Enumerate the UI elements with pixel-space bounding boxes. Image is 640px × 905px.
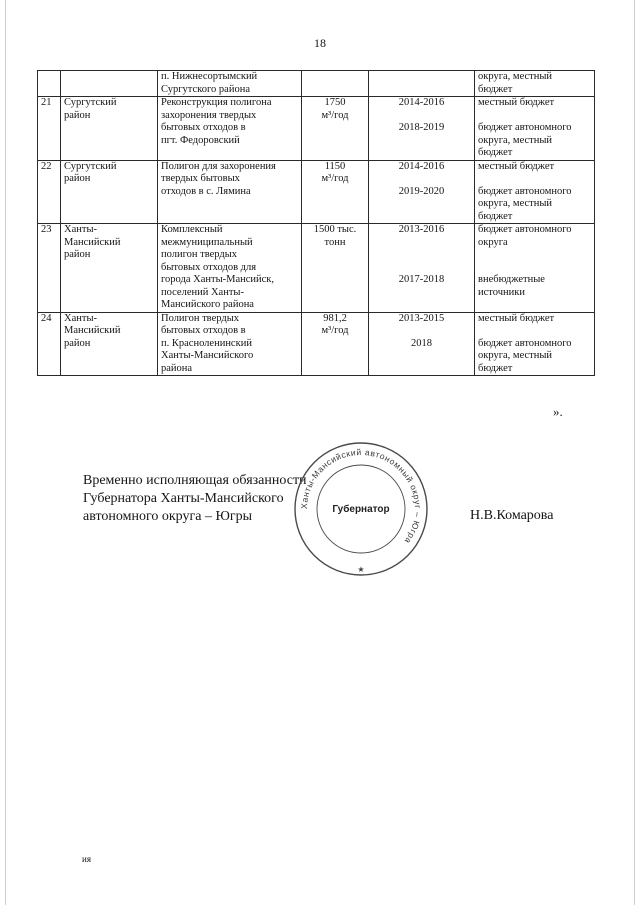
seal-star-icon: ★: [357, 565, 365, 574]
cell-line: бюджет: [478, 147, 513, 158]
cell-line: пгт. Федоровский: [161, 134, 240, 146]
cell-line: поселений Ханты-: [161, 286, 244, 298]
cell-line: Комплексный: [161, 224, 223, 235]
spacer: [478, 249, 591, 262]
cell-line: район: [64, 109, 91, 121]
signature-position: [83, 472, 307, 526]
cell-line: округа: [478, 236, 508, 248]
spacer: [478, 262, 591, 275]
cell-line: бюджет автономного: [478, 122, 572, 133]
cell-line: Полигон для захоронения: [161, 160, 276, 172]
official-seal: [293, 441, 429, 577]
cell-line: бюджет: [478, 83, 513, 95]
signature-line: Губернатора Ханты-Мансийского: [83, 491, 284, 506]
cell-line: местный бюджет: [478, 160, 555, 172]
cell-line: Мансийский: [64, 236, 121, 248]
cell-line: округа, местный: [478, 350, 553, 361]
page-number: 18: [314, 36, 326, 50]
spacer: [372, 173, 471, 186]
cell-object-name: [158, 71, 302, 97]
svg-text:Ханты-Мансийский автономный ок: [299, 447, 423, 546]
closing-quote: ».: [553, 404, 563, 419]
cell-line: бюджет автономного: [478, 185, 572, 197]
cell-line: местный бюджет: [478, 312, 555, 324]
cell-line: Реконструкция полигона: [161, 97, 272, 108]
cell-line: бытовых отходов в: [161, 122, 246, 133]
period-next: 2019-2020: [398, 185, 445, 197]
cell-line: Сургутский: [64, 160, 117, 172]
seal-ring-text: Ханты-Мансийский автономный округ – Югра: [298, 446, 424, 546]
cell-line: п. Нижнесортымский: [161, 71, 258, 82]
seal-center-text: Губернатор: [332, 504, 390, 515]
cell-line: Ханты-: [64, 224, 98, 235]
spacer: [372, 325, 471, 338]
cell-line: источники: [478, 286, 525, 298]
cell-line: внебюджетные: [478, 274, 545, 285]
period-next: 2018-2019: [398, 122, 445, 133]
cell-line: бытовых отходов для: [161, 261, 257, 273]
cell-line: района: [161, 362, 193, 374]
cell-period: [369, 97, 475, 161]
cell-capacity: [302, 97, 369, 161]
period-next: 2018: [411, 337, 432, 349]
cell-line: бюджет: [478, 362, 513, 374]
cell-object-name: [158, 97, 302, 161]
cell-number: [38, 71, 61, 97]
cell-district: [61, 71, 158, 97]
table-row: [38, 312, 595, 376]
period-next: 2017-2018: [398, 274, 445, 285]
cell-funding: [475, 160, 595, 224]
cell-district: [61, 160, 158, 224]
cell-district: [61, 312, 158, 376]
spacer: [478, 325, 591, 338]
table-row: [38, 160, 595, 224]
landfill-table: [37, 70, 595, 376]
signature-line: автономного округа – Югры: [83, 509, 252, 524]
cell-district: [61, 224, 158, 313]
cell-line: район: [64, 249, 91, 260]
row-number: 22: [41, 160, 52, 172]
row-number: 24: [41, 312, 52, 324]
period-start: 2013-2016: [398, 224, 445, 235]
cell-line: полигон твердых: [161, 249, 238, 260]
cell-line: 1750: [324, 97, 346, 108]
cell-line: Полигон твердых: [161, 312, 239, 324]
signatory-name: Н.В.Комарова: [470, 508, 554, 523]
cell-capacity: [302, 312, 369, 376]
cell-capacity: [302, 160, 369, 224]
cell-funding: [475, 71, 595, 97]
cell-line: отходов в с. Лямина: [161, 185, 251, 197]
cell-line: 1500 тыс.: [313, 224, 357, 235]
cell-period: [369, 71, 475, 97]
cell-line: бюджет автономного: [478, 224, 572, 235]
cell-line: твердых бытовых: [161, 173, 240, 184]
cell-line: м³/год: [321, 173, 349, 184]
cell-number: [38, 312, 61, 376]
cell-line: п. Красноленинский: [161, 337, 252, 349]
cell-line: округа, местный: [478, 134, 553, 146]
cell-line: тонн: [324, 236, 346, 248]
cell-line: Сургутский: [64, 97, 117, 108]
cell-object-name: [158, 312, 302, 376]
cell-number: [38, 97, 61, 161]
cell-line: межмуниципальный: [161, 236, 253, 248]
cell-line: захоронения твердых: [161, 109, 257, 121]
cell-line: м³/год: [321, 325, 349, 336]
cell-line: Сургутского района: [161, 83, 250, 95]
cell-line: район: [64, 337, 91, 349]
spacer: [478, 110, 591, 123]
cell-line: округа, местный: [478, 71, 553, 82]
cell-period: [369, 160, 475, 224]
spacer: [372, 110, 471, 123]
spacer: [478, 173, 591, 186]
table-row: [38, 71, 595, 97]
period-start: 2013-2015: [398, 312, 445, 324]
cell-funding: [475, 312, 595, 376]
cell-district: [61, 97, 158, 161]
period-start: 2014-2016: [398, 97, 445, 108]
cell-line: бюджет: [478, 210, 513, 222]
cell-line: округа, местный: [478, 198, 553, 209]
cell-period: [369, 312, 475, 376]
cell-number: [38, 224, 61, 313]
signature-line: Временно исполняющая обязанности: [83, 473, 307, 488]
cell-line: бытовых отходов в: [161, 325, 246, 336]
scan-edge-right: [634, 0, 635, 905]
spacer: [372, 262, 471, 275]
cell-line: бюджет автономного: [478, 337, 572, 349]
cell-line: города Ханты-Мансийск,: [161, 274, 275, 285]
cell-line: Мансийский: [64, 325, 121, 336]
row-number: 21: [41, 97, 52, 108]
cell-line: Ханты-: [64, 312, 98, 324]
cell-line: 1150: [324, 160, 346, 172]
cell-line: 981,2: [323, 312, 347, 324]
cell-funding: [475, 224, 595, 313]
cell-object-name: [158, 224, 302, 313]
cell-capacity: [302, 71, 369, 97]
spacer: [372, 237, 471, 250]
cell-line: местный бюджет: [478, 97, 555, 108]
cell-capacity: [302, 224, 369, 313]
cell-line: м³/год: [321, 109, 349, 121]
cell-line: район: [64, 173, 91, 184]
period-start: 2014-2016: [398, 160, 445, 172]
scan-edge-left: [5, 0, 6, 905]
cell-line: Ханты-Мансийского: [161, 350, 254, 361]
cell-object-name: [158, 160, 302, 224]
cell-number: [38, 160, 61, 224]
table-row: [38, 224, 595, 313]
cell-line: Мансийского района: [161, 299, 254, 310]
cell-funding: [475, 97, 595, 161]
table-row: [38, 97, 595, 161]
cell-period: [369, 224, 475, 313]
row-number: 23: [41, 224, 52, 235]
spacer: [372, 249, 471, 262]
footer-mark: ия: [82, 854, 91, 864]
